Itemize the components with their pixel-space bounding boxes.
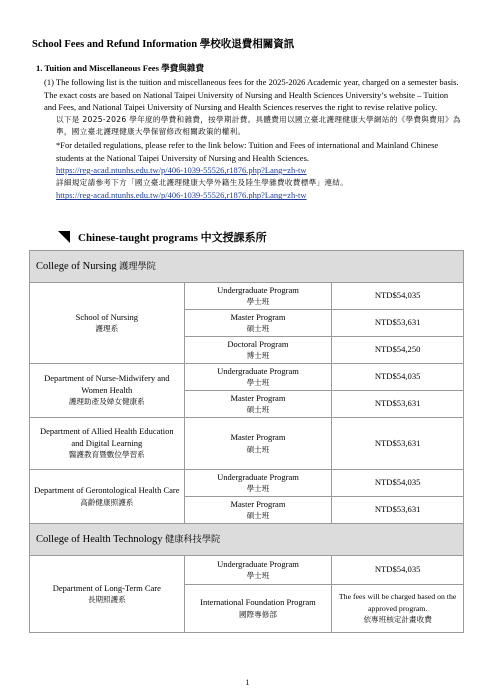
page-title: School Fees and Refund Information 學校收退費相關資訊 (32, 39, 295, 50)
program-cell (184, 364, 332, 391)
dept-cell (30, 470, 185, 524)
fee-note: The fees will be charged based on the approved program. (338, 592, 457, 613)
fee-cell: NTD$54,035 (332, 556, 464, 585)
dept-name-zh: 長期照護系 (87, 595, 126, 604)
regulation-link-1[interactable]: https://reg-acad.ntunhs.edu.tw/p/406-1039-55526,r1876.php?Lang=zh-tw (56, 165, 307, 176)
program-name: Doctoral Program (227, 338, 289, 349)
fee-cell: NTD$53,631 (332, 310, 464, 337)
intro-en: (1) The following list is the tuition and miscellaneous fees for the 2025-2026 Academic year, charged on a semester basis. The exact costs are based on National Taipei University of Nursing and Health Sciences University’s website – Tuition and Fees, and National Taipei University of Nursing and Health Sciences reserves the right to revise relative policy. (44, 77, 459, 113)
program-name: Undergraduate Program (217, 558, 299, 569)
dept-name: School of Nursing (75, 311, 138, 322)
detail-en: *For detailed regulations, please refer to the link below: Tuition and Fees of international and Mainland Chinese students at the National Taipei University of Nursing and Health Sciences. (56, 139, 439, 163)
program-name-zh: 學士班 (246, 297, 270, 306)
program-cell (184, 497, 332, 524)
table-row (30, 283, 464, 310)
regulation-link-2[interactable]: https://reg-acad.ntunhs.edu.tw/p/406-1039-55526,r1876.php?Lang=zh-tw (56, 190, 307, 201)
fee-cell: NTD$54,250 (332, 337, 464, 364)
programs-heading (58, 229, 267, 245)
program-name: Master Program (230, 432, 286, 443)
program-name: Undergraduate Program (217, 284, 299, 295)
college-name-zh: 健康科技學院 (165, 533, 221, 545)
program-name: Undergraduate Program (217, 471, 299, 482)
program-name-zh: 碩士班 (246, 324, 270, 333)
fees-paragraph (44, 76, 462, 202)
program-cell (184, 556, 332, 585)
dept-name: Department of Nurse-Midwifery and Women Health (44, 373, 170, 395)
program-name-zh: 碩士班 (246, 444, 270, 454)
program-name-zh: 博士班 (246, 351, 270, 360)
college-name-zh: 護理學院 (119, 260, 156, 272)
program-name: International Foundation Program (200, 597, 316, 608)
program-name-zh: 國際專修部 (238, 609, 277, 619)
section-heading: 1. Tuition and Miscellaneous Fees 學費與雜費 (36, 63, 205, 73)
college-name: College of Health Technology (36, 533, 163, 545)
program-name: Master Program (230, 498, 286, 509)
fee-cell: NTD$53,631 (332, 391, 464, 418)
table-row (30, 556, 464, 585)
program-name: Undergraduate Program (217, 365, 299, 376)
dept-cell (30, 283, 185, 364)
dept-name-zh: 護理系 (95, 324, 119, 333)
dept-name-zh: 醫護教育暨數位學習系 (68, 450, 145, 460)
college-name: College of Nursing (36, 260, 117, 272)
table-row (30, 470, 464, 497)
program-cell (184, 470, 332, 497)
programs-heading-text: Chinese-taught programs 中文授課系所 (78, 232, 267, 244)
dept-name: Department of Long-Term Care (52, 582, 161, 593)
program-cell (184, 310, 332, 337)
program-cell (184, 337, 332, 364)
program-name-zh: 碩士班 (246, 511, 270, 520)
program-cell (184, 418, 332, 470)
fee-cell: NTD$53,631 (332, 418, 464, 470)
program-name: Master Program (230, 311, 286, 322)
table-row (30, 418, 464, 470)
dept-name-zh: 護理助產及婦女健康系 (68, 397, 145, 407)
fee-cell: NTD$54,035 (332, 364, 464, 391)
dept-name: Department of Allied Health Education and Digital Learning (40, 426, 174, 448)
fee-cell: NTD$54,035 (332, 283, 464, 310)
dept-cell (30, 364, 185, 418)
dept-cell (30, 418, 185, 470)
dept-name: Department of Gerontological Health Care (34, 485, 180, 496)
fees-table (29, 250, 464, 633)
program-cell (184, 585, 332, 633)
college-row (30, 251, 464, 283)
program-name-zh: 碩士班 (246, 405, 270, 414)
intro-zh: 以下是 2025-2026 學年度的學費和雜費，按學期計費。具體費用以國立臺北護理健康大學網站的《學費與費用》為準，國立臺北護理健康大學保留修改相關政策的權利。 (56, 114, 461, 137)
fee-cell: NTD$54,035 (332, 470, 464, 497)
dept-name-zh: 高齡健康照護系 (80, 497, 134, 507)
program-name-zh: 學士班 (246, 571, 270, 580)
program-name: Master Program (230, 392, 286, 403)
program-cell (184, 391, 332, 418)
fee-cell: NTD$53,631 (332, 497, 464, 524)
detail-zh: 詳細規定請參考下方「國立臺北護理健康大學外籍生及陸生學雜費收費標準」連結。 (56, 177, 349, 187)
college-row (30, 524, 464, 556)
page-number: 1 (245, 678, 250, 687)
program-cell (184, 283, 332, 310)
table-row (30, 364, 464, 391)
fee-note-zh: 依專班核定計畫收費 (363, 615, 432, 625)
triangle-marker-icon (58, 231, 70, 243)
fee-note-cell (332, 585, 464, 633)
dept-cell (30, 556, 185, 633)
program-name-zh: 學士班 (246, 484, 270, 493)
program-name-zh: 學士班 (246, 378, 270, 387)
